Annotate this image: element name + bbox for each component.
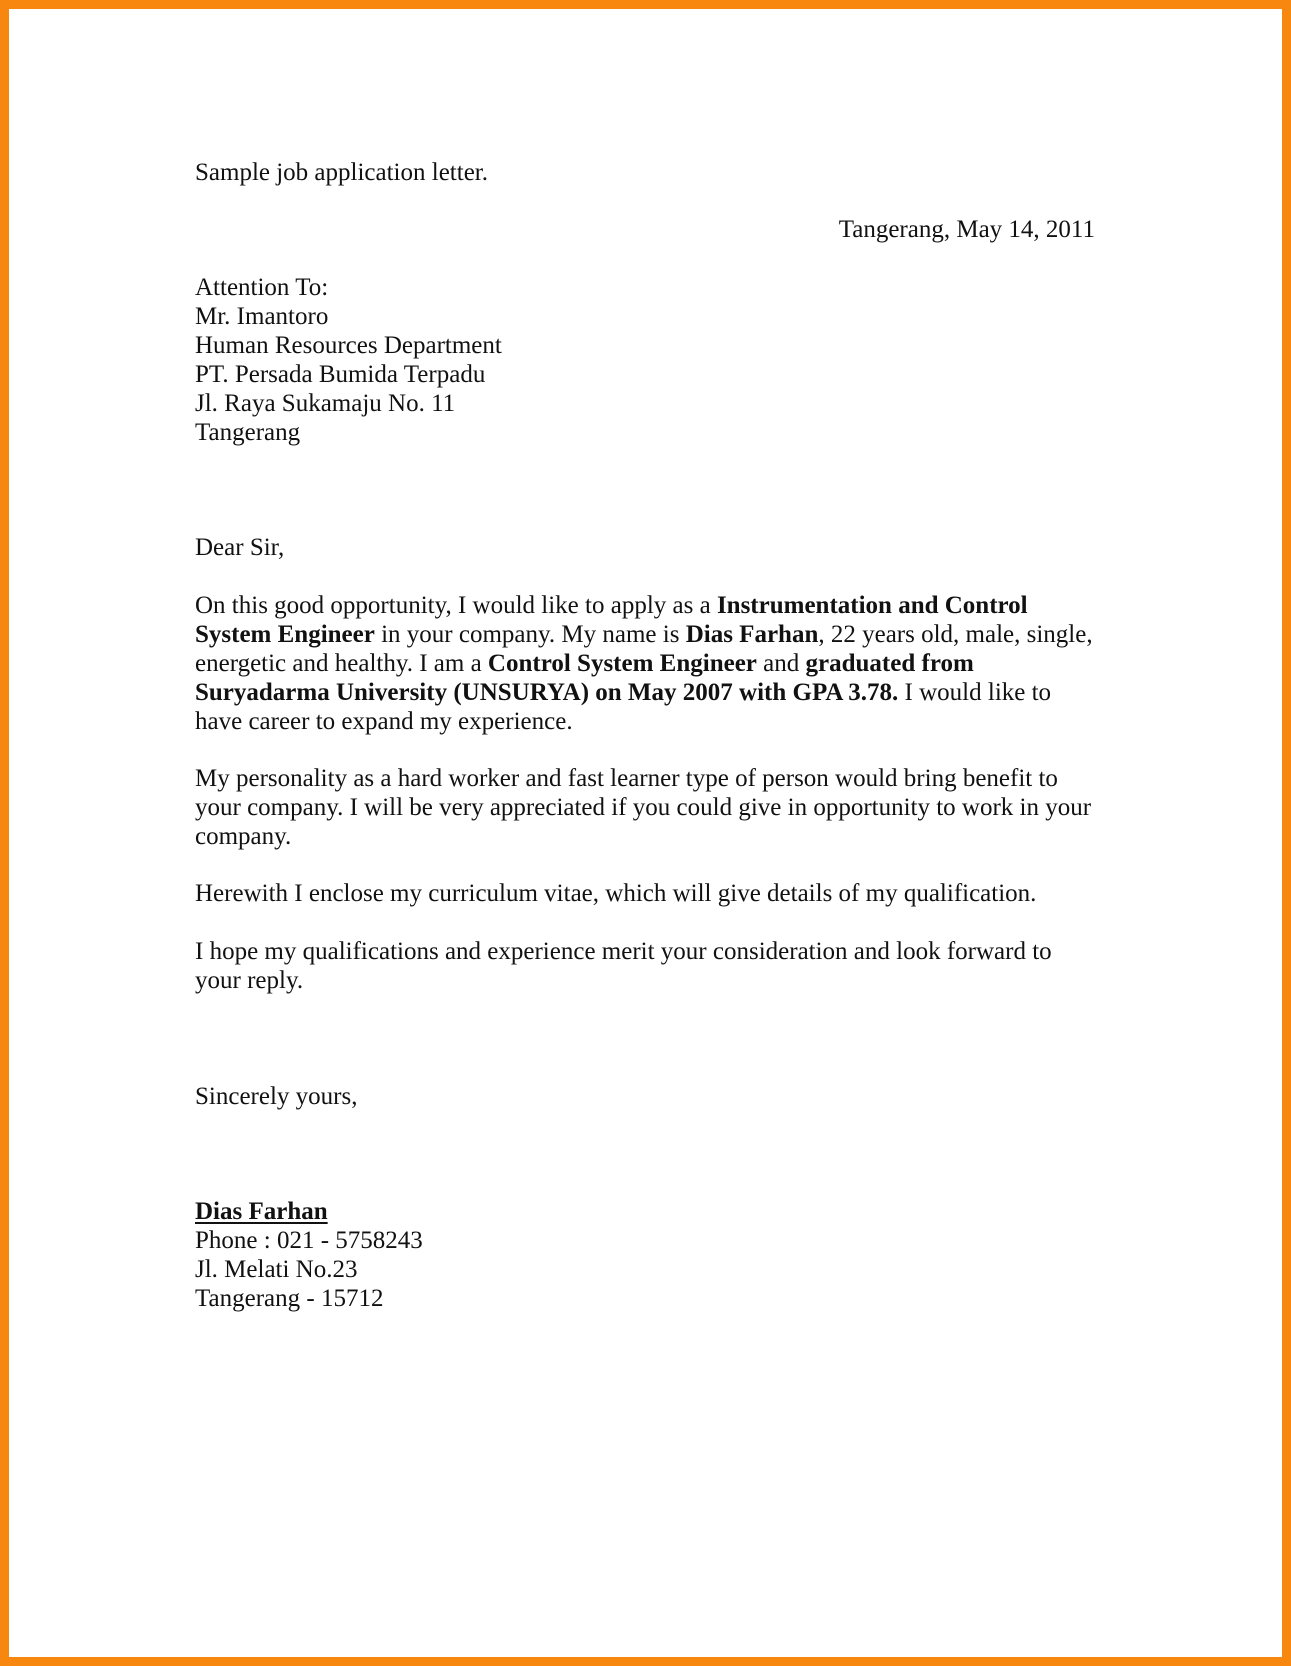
p1-l4-bold-university: Suryadarma University (UNSURYA) on May 2007 with GPA 3.78. <box>195 679 899 706</box>
sender-city: Tangerang - 15712 <box>195 1285 384 1312</box>
sender-name: Dias Farhan <box>195 1198 328 1225</box>
recipient-address <box>195 273 1095 447</box>
p1-l3-bold-grad: graduated from <box>805 650 974 677</box>
p1-line-5: have career to expand my experience. <box>195 708 573 735</box>
p2-line-3: company. <box>195 823 292 850</box>
sender-block <box>195 1197 1095 1313</box>
paragraph-1 <box>195 591 1095 736</box>
caption-text: Sample job application letter. <box>195 159 488 186</box>
closing-text: Sincerely yours, <box>195 1083 358 1110</box>
recipient-company: PT. Persada Bumida Terpadu <box>195 361 486 388</box>
letter-caption <box>195 158 1095 187</box>
sender-street: Jl. Melati No.23 <box>195 1256 358 1283</box>
p1-l2-bold-name: Dias Farhan <box>685 621 819 648</box>
p3-line-1: Herewith I enclose my curriculum vitae, which will give details of my qualification. <box>195 880 1037 907</box>
p1-l1-bold: Instrumentation and Control <box>716 592 1028 619</box>
paragraph-3 <box>195 879 1095 908</box>
attention-line: Attention To: <box>195 274 329 301</box>
salutation-text: Dear Sir, <box>195 534 285 561</box>
p1-l2-text-2: , 22 years old, male, single, <box>818 621 1093 648</box>
recipient-city: Tangerang <box>195 419 301 446</box>
p1-l2-bold-role: System Engineer <box>195 621 375 648</box>
p1-l3-bold-title: Control System Engineer <box>487 650 757 677</box>
p1-line-3 <box>195 649 1095 678</box>
p2-line-2: your company. I will be very appreciated if you could give in opportunity to work in your <box>195 794 1092 821</box>
p1-l2-text: in your company. My name is <box>374 621 686 648</box>
p1-l3-text-2: and <box>756 650 806 677</box>
paragraph-4 <box>195 937 1095 995</box>
closing <box>195 1082 1095 1111</box>
p1-l3-text: energetic and healthy. I am a <box>195 650 488 677</box>
paragraph-2 <box>195 764 1095 851</box>
p1-l4-text: I would like to <box>898 679 1052 706</box>
place-date: Tangerang, May 14, 2011 <box>838 216 1095 243</box>
salutation <box>195 533 1095 562</box>
p1-l1-text: On this good opportunity, I would like to apply as a <box>195 592 717 619</box>
recipient-street: Jl. Raya Sukamaju No. 11 <box>195 390 456 417</box>
recipient-name: Mr. Imantoro <box>195 303 329 330</box>
p4-line-2: your reply. <box>195 967 304 994</box>
p1-line-4 <box>195 678 1095 707</box>
sender-phone: Phone : 021 - 5758243 <box>195 1227 423 1254</box>
recipient-department: Human Resources Department <box>195 332 502 359</box>
p1-line-2 <box>195 620 1095 649</box>
p4-line-1: I hope my qualifications and experience merit your consideration and look forward to <box>195 938 1052 965</box>
p1-line-1 <box>195 591 1095 620</box>
p2-line-1: My personality as a hard worker and fast learner type of person would bring benefit to <box>195 765 1058 792</box>
